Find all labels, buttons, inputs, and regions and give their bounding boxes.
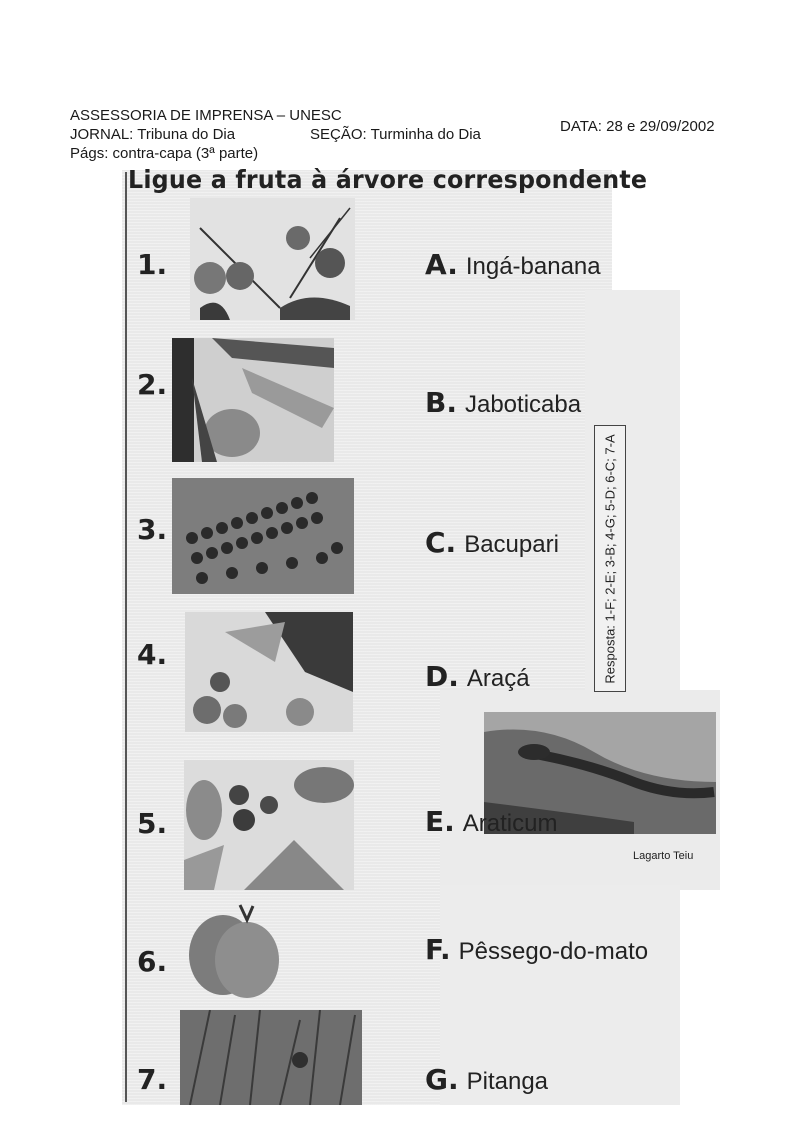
- item-number-7: 7.: [137, 1063, 168, 1096]
- option-f: [425, 933, 648, 966]
- option-g: [425, 1063, 548, 1096]
- option-letter: G.: [425, 1063, 459, 1096]
- header-org: ASSESSORIA DE IMPRENSA – UNESC: [70, 107, 342, 124]
- option-name: Araticum: [462, 810, 558, 837]
- answer-key: [594, 425, 626, 692]
- option-letter: C.: [425, 526, 457, 559]
- option-name: Ingá-banana: [465, 253, 601, 280]
- option-letter: E.: [425, 805, 455, 838]
- item-number-3: 3.: [137, 513, 168, 546]
- photo-credit: Lagarto Teiu: [633, 850, 694, 862]
- header-jornal: JORNAL: Tribuna do Dia: [70, 126, 236, 143]
- photo-fruit-7: [180, 1010, 362, 1105]
- photo-fruit-4: [185, 612, 353, 732]
- option-name: Jaboticaba: [464, 391, 582, 418]
- photo-fruit-1: [190, 198, 355, 320]
- item-number-1: 1.: [137, 248, 168, 281]
- option-letter: B.: [425, 386, 457, 419]
- answer-key-text: Resposta: 1-F; 2-E; 3-B; 4-G; 5-D; 6-C; 7-A: [602, 433, 618, 684]
- option-letter: F.: [425, 933, 451, 966]
- clipping-left-edge: [125, 172, 127, 1102]
- option-letter: D.: [425, 660, 459, 693]
- option-name: Araçá: [466, 665, 530, 692]
- photo-fruit-3: [172, 478, 354, 594]
- option-b: [425, 386, 581, 419]
- option-c: [425, 526, 559, 559]
- photo-fruit-2: [172, 338, 334, 462]
- photo-fruit-5: [184, 760, 354, 890]
- option-e: [425, 805, 557, 838]
- header-secao: SEÇÃO: Turminha do Dia: [310, 126, 481, 143]
- item-number-4: 4.: [137, 638, 168, 671]
- option-name: Bacupari: [464, 531, 559, 558]
- header-date: DATA: 28 e 29/09/2002: [560, 118, 715, 135]
- option-d: [425, 660, 530, 693]
- option-name: Pêssego-do-mato: [458, 938, 649, 965]
- photo-fruit-6: [185, 900, 290, 1005]
- option-letter: A.: [425, 248, 458, 281]
- item-number-6: 6.: [137, 945, 168, 978]
- clipping-title: Ligue a fruta à árvore correspondente: [128, 165, 648, 194]
- item-number-2: 2.: [137, 368, 168, 401]
- option-name: Pitanga: [466, 1068, 549, 1095]
- header-pages: Págs: contra-capa (3ª parte): [70, 145, 259, 162]
- option-a: [425, 248, 601, 281]
- item-number-5: 5.: [137, 807, 168, 840]
